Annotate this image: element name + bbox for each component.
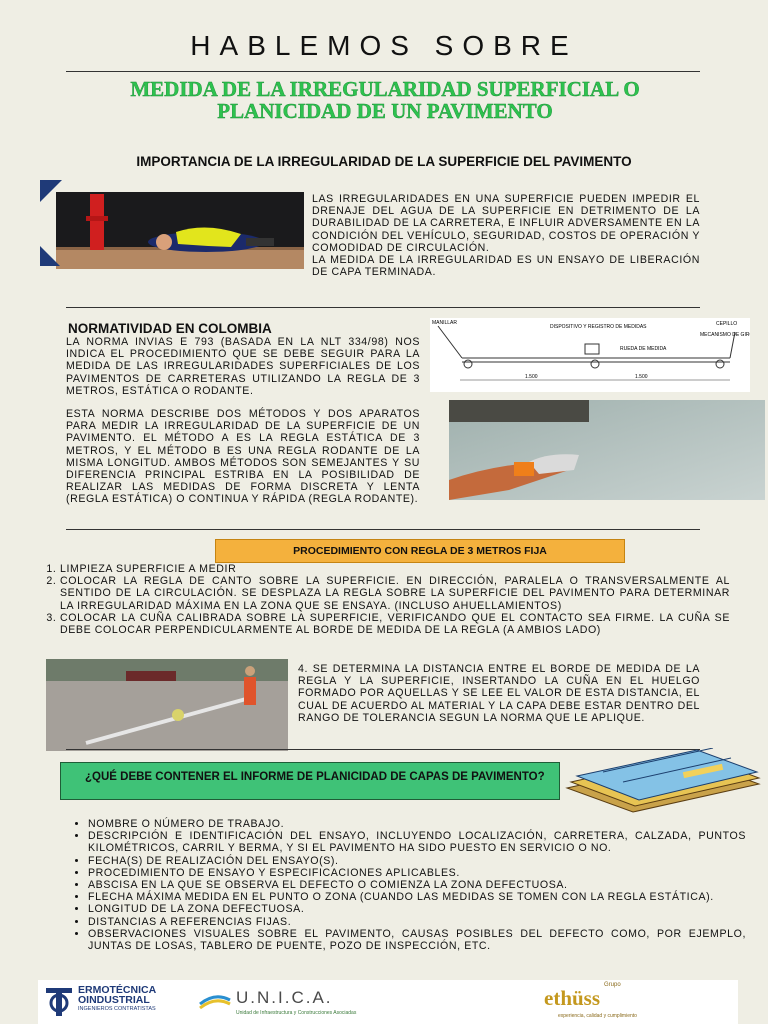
logo1-line2: OINDUSTRIAL [78,994,150,1006]
label-rueda: RUEDA DE MEDIDA [620,346,667,352]
informe-list [70,818,746,952]
poster-subtitle: MEDIDA DE LA IRREGULARIDAD SUPERFICIAL O PLANICIDAD DE UN PAVIMENTO [130,77,640,123]
pavement-hand-photo [449,400,765,500]
informe-item: • FLECHA MÁXIMA MEDIDA EN EL PUNTO O ZONA (CUANDO LAS MEDIDAS SE TOMEN CON LA REGLA ESTÁTICA). [88,891,746,903]
informe-item: • OBSERVACIONES VISUALES SOBRE EL PAVIMENTO, CAUSAS POSIBLES DEL DEFECTO COMO, POR EJEMPLO, JUNTAS DE LOSAS, TABLERO DE PUENTE, POZO DE INSPECCIÓN, ETC. [88,928,746,952]
label-dim2: 1.500 [635,374,648,380]
label-manillar: MANILLAR [432,320,458,326]
documents-illustration [563,748,763,814]
ethuss-subtitle: experiencia, calidad y cumplimiento [558,1013,637,1019]
informe-item: • FECHA(S) DE REALIZACIÓN DEL ENSAYO(S). [88,855,746,867]
ethuss-logo: ethüss [544,986,601,1010]
informe-item: • NOMBRE O NÚMERO DE TRABAJO. [88,818,746,830]
unica-logo: U.N.I.C.A. [236,988,333,1007]
informe-item: • LONGITUD DE LA ZONA DEFECTUOSA. [88,903,746,915]
ruler-measurement-photo [46,659,288,751]
informe-item: • PROCEDIMIENTO DE ENSAYO Y ESPECIFICACIONES APLICABLES. [88,867,746,879]
unica-subtitle: Unidad de Infraestructura y Construcciones Asociadas [236,1010,357,1016]
termotecnica-logo [78,985,156,1013]
ethuss-grupo: Grupo [604,982,621,988]
normatividad-heading: NORMATIVIDAD EN COLOMBIA [68,321,272,336]
label-cepillo: CEPILLO [716,321,738,327]
poster-title: HABLEMOS SOBRE [190,30,578,61]
logo1-line3: INGENIEROS CONTRATISTAS [78,1006,156,1012]
informe-heading: ¿QUÉ DEBE CONTENER EL INFORME DE PLANICIDAD DE CAPAS DE PAVIMENTO? [60,762,560,800]
normatividad-p1: LA NORMA INVIAS E 793 (BASADA EN LA NLT 334/98) NOS INDICA EL PROCEDIMIENTO QUE SE DEBE SEGUIR PARA LA MEDIDA DE LAS IRREGULARIDADES SUPERFICIALES DE LOS PAVIMENTOS DE CARRETERAS UTILIZANDO LA REGLA DE 3 METROS, ESTÁTICA O RODANTE. [66,336,420,397]
importancia-p1: LAS IRREGULARIDADES EN UNA SUPERFICIE PUEDEN IMPEDIR EL DRENAJE DEL AGUA DE LA SUPERFICIE EN DETRIMENTO DE LA DURABILIDAD DE LA CARRETERA, E INFLUIR ADVERSAMENTE EN LA CONDICIÓN DEL VEHÍCULO, SEGURIDAD, COSTOS DE OPERACIÓN Y COMODIDAD DE CIRCULACIÓN. [312,193,700,254]
procedimiento-steps [38,563,730,636]
informe-item: • ABSCISA EN LA QUE SE OBSERVA EL DEFECTO O COMIENZA LA ZONA DEFECTUOSA. [88,879,746,891]
step-1: 1. LIMPIEZA SUPERFICIE A MEDIR [60,563,730,575]
step-4: 4. SE DETERMINA LA DISTANCIA ENTRE EL BORDE DE MEDIDA DE LA REGLA Y LA SUPERFICIE, INSERTANDO LA CUÑA EN EL HUELGO FORMADO POR AQUELLAS Y SE LEE EL VALOR DE ESTA DISTANCIA, EL CUAL DE ACUERDO AL MATERIAL Y LA CAPA DEBE ESTAR DENTRO DEL RANGO DE TOLERANCIA SEGUN LA NORMA QUE LE APLIQUE. [298,663,700,724]
informe-item: • DESCRIPCIÓN E IDENTIFICACIÓN DEL ENSAYO, INCLUYENDO LOCALIZACIÓN, CARRETERA, CALZADA, PUNTOS KILOMÉTRICOS, CARRIL Y BERMA, Y SI EL PAVIMENTO HA SIDO PUESTO EN SERVICIO O NO. [88,830,746,854]
title-divider [66,71,700,72]
label-dim1: 1.500 [525,374,538,380]
importancia-p2: LA MEDIDA DE LA IRREGULARIDAD ES UN ENSAYO DE LIBERACIÓN DE CAPA TERMINADA. [312,254,700,279]
importancia-text [312,193,700,278]
decor-triangles [40,180,310,280]
importancia-heading: IMPORTANCIA DE LA IRREGULARIDAD DE LA SUPERFICIE DEL PAVIMENTO [136,154,632,169]
normatividad-p2: ESTA NORMA DESCRIBE DOS MÉTODOS Y DOS APARATOS PARA MEDIR LA IRREGULARIDAD DE LA SUPERFICIE DE UN PAVIMENTO. EL MÉTODO A ES LA REGLA ESTÁTICA DE 3 METROS, Y EL MÉTODO B ES UNA REGLA RODANTE DE LA MISMA LONGITUD. AMBOS MÉTODOS SON SEMEJANTES Y SU DIFERENCIA PRINCIPAL ESTRIBA EN LA POSIBILIDAD DE REALIZAR LAS MEDIDAS DE FORMA DISCRETA Y LENTA (REGLA ESTÁTICA) O CONTINUA Y RÁPIDA (REGLA RODANTE). [66,408,420,506]
rolling-ruler-diagram [430,318,750,392]
label-mecanismo: MECANISMO DE GIRO [700,332,750,338]
procedimiento-band: PROCEDIMIENTO CON REGLA DE 3 METROS FIJA [215,539,625,563]
step-3: 3. COLOCAR LA CUÑA CALIBRADA SOBRE LA SUPERFICIE, VERIFICANDO QUE EL CONTACTO SEA FIRME. LA CUÑA SE DEBE COLOCAR PERPENDICULARMENTE AL BORDE DE MEDIDA DE LA REGLA (A AMBIOS LADO) [60,612,730,636]
termotecnica-logo-icon [44,986,74,1018]
footer-logos [38,980,738,1024]
label-dispositivo: DISPOSITIVO Y REGISTRO DE MEDIDAS [550,324,647,330]
step-2: 2. COLOCAR LA REGLA DE CANTO SOBRE LA SUPERFICIE. EN DIRECCIÓN, PARALELA O TRANSVERSALMENTE AL SENTIDO DE LA CIRCULACIÓN. SE DESPLAZA LA REGLA SOBRE LA SUPERFICIE DEL PAVIMENTO PARA DETERMINAR LA IRREGULARIDAD MÁXIMA EN LA ZONA QUE SE ENSAYA. (INCLUSO AHUELLAMIENTOS) [60,575,730,612]
logo1-line1: ERMOTÉCNICA [78,984,157,996]
section-divider-2 [66,529,700,530]
section-divider-1 [66,307,700,308]
informe-item: • DISTANCIAS A REFERENCIAS FIJAS. [88,916,746,928]
unica-logo-icon [198,990,232,1010]
